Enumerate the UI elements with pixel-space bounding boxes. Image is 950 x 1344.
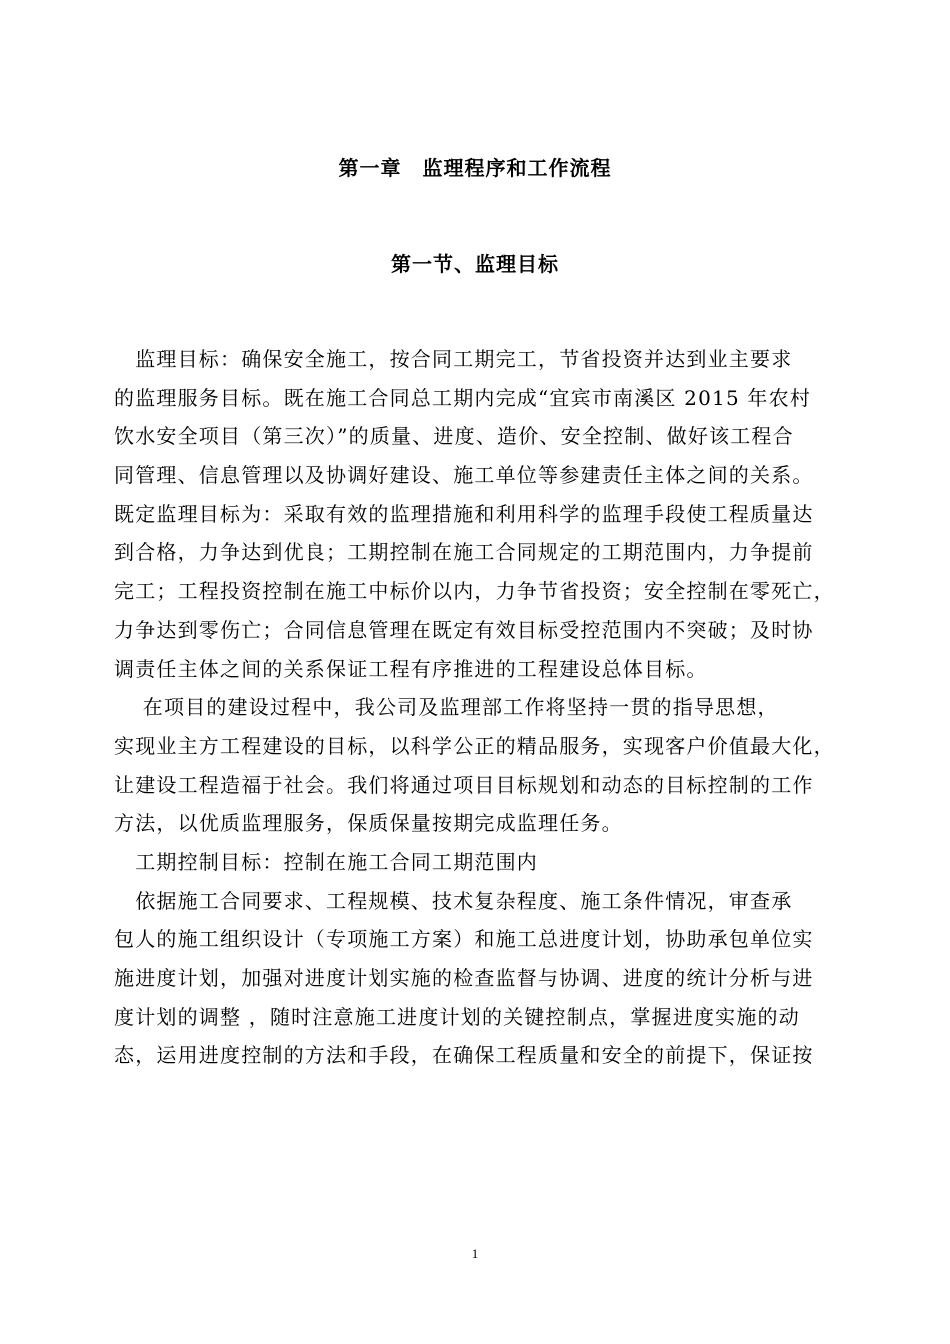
paragraph-schedule-goal <box>114 843 854 882</box>
text-line: 度计划的调整 ，随时注意施工进度计划的关键控制点，掌握进度实施的动 <box>114 1004 800 1029</box>
text-line: 饮水安全项目（第三次）”的质量、进度、造价、安全控制、做好该工程合 <box>114 424 794 449</box>
text-line: 监理目标：确保安全施工，按合同工期完工，节省投资并达到业主要求 <box>114 347 793 371</box>
text-line: 包人的施工组织设计（专项施工方案）和施工总进度计划，协助承包单位实 <box>114 927 814 952</box>
section-title: 第一节、监理目标 <box>391 252 559 276</box>
text-line: 实现业主方工程建设的目标，以科学公正的精品服务，实现客户价值最大化， <box>114 733 835 758</box>
page-number: 1 <box>471 1246 479 1261</box>
text-line: 同管理、信息管理以及协调好建设、施工单位等参建责任主体之间的关系。 <box>114 463 814 488</box>
text-line: 完工；工程投资控制在施工中标价以内，力争节省投资；安全控制在零死亡， <box>114 579 835 604</box>
paragraph-guiding-thought <box>114 688 854 843</box>
text-line: 力争达到零伤亡；合同信息管理在既定有效目标受控范围内不突破；及时协 <box>114 617 814 642</box>
text-line: 方法，以优质监理服务，保质保量按期完成监理任务。 <box>114 811 623 836</box>
paragraph-schedule-control <box>114 882 854 1075</box>
text-line: 在项目的建设过程中，我公司及监理部工作将坚持一贯的指导思想， <box>114 695 779 720</box>
text-line: 施进度计划，加强对进度计划实施的检查监督与协调、进度的统计分析与进 <box>114 966 814 990</box>
text-line: 工期控制目标：控制在施工合同工期范围内 <box>114 849 538 874</box>
text-line: 调责任主体之间的关系保证工程有序推进的工程建设总体目标。 <box>114 656 708 681</box>
text-line: 到合格，力争达到优良；工期控制在施工合同规定的工期范围内，力争提前 <box>114 540 814 565</box>
body-text <box>114 340 854 1075</box>
text-line: 既定监理目标为：采取有效的监理措施和利用科学的监理手段使工程质量达 <box>114 501 814 526</box>
text-line: 的监理服务目标。既在施工合同总工期内完成“宜宾市南溪区 2015 年农村 <box>114 385 812 410</box>
text-line: 让建设工程造福于社会。我们将通过项目目标规划和动态的目标控制的工作 <box>114 772 814 797</box>
paragraph-goals <box>114 340 854 688</box>
chapter-title: 第一章 监理程序和工作流程 <box>338 156 612 180</box>
text-line: 态，运用进度控制的方法和手段，在确保工程质量和安全的前提下，保证按 <box>114 1043 814 1068</box>
text-line: 依据施工合同要求、工程规模、技术复杂程度、施工条件情况，审查承 <box>114 888 793 913</box>
